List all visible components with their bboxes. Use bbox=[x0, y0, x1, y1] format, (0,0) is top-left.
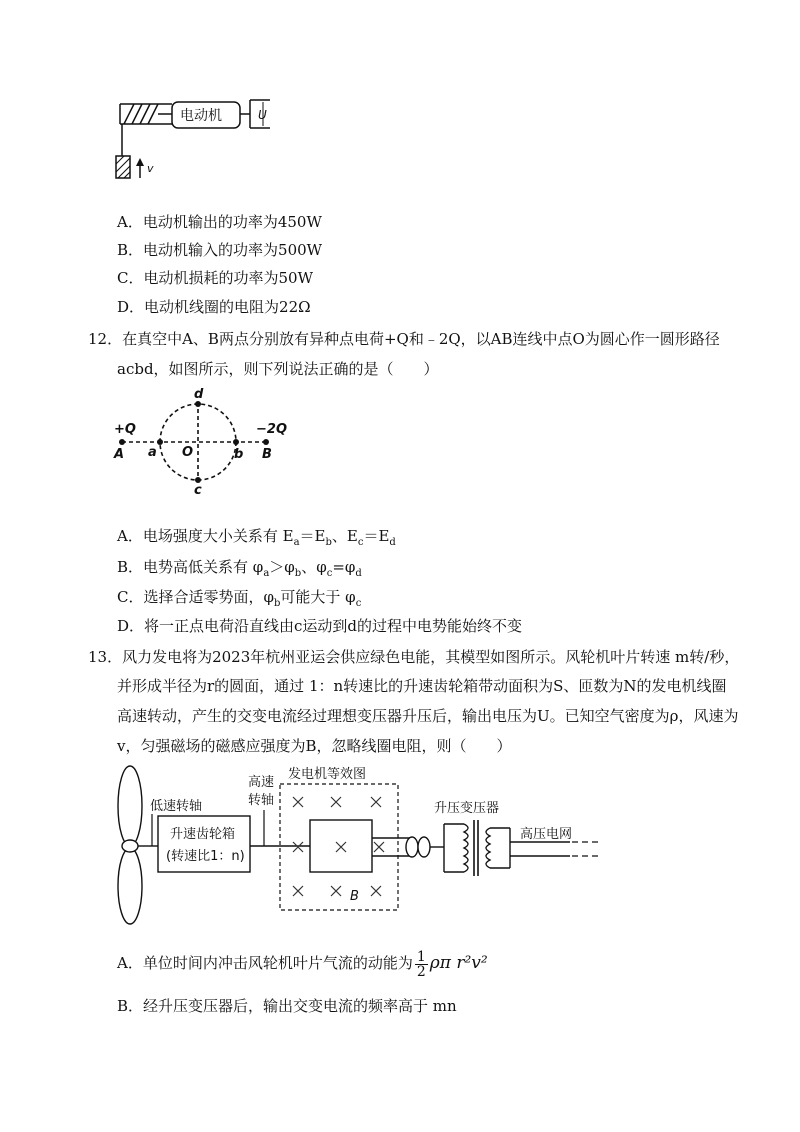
q12-stem-line2: acbd，如图所示，则下列说法正确的是（ ） bbox=[117, 360, 439, 378]
label-small-b: b bbox=[234, 447, 244, 462]
gearbox-label-2: (转速比1：n) bbox=[166, 849, 245, 864]
low-speed-shaft-label: 低速转轴 bbox=[150, 799, 203, 814]
q13-option-b: B．经升压变压器后，输出交变电流的频率高于 mn bbox=[117, 997, 457, 1015]
q12-stem-line1: 12．在真空中A、B两点分别放有异种点电荷+Q和﹣2Q，以AB连线中点O为圆心作一圆形路径 bbox=[88, 330, 720, 348]
q12-option-b: B．电势高低关系有 $\varphi_a>\varphi_b$、$\varphi_c=\varphi_d$ bbox=[117, 558, 362, 579]
generator-title: 发电机等效图 bbox=[288, 767, 367, 782]
magnetic-field-label: B bbox=[350, 889, 359, 904]
label-a-point: A bbox=[114, 447, 125, 462]
fraction-half: $\frac{1}{2}$ bbox=[416, 948, 426, 980]
label-b-point: B bbox=[262, 447, 272, 462]
q12-option-a: A．电场强度大小关系有 $E_a=E_b$、$E_c=E_d$ bbox=[117, 527, 396, 548]
wind-generator-figure bbox=[100, 764, 610, 926]
transformer-label: 升压变压器 bbox=[434, 801, 500, 816]
q13-option-a: A．单位时间内冲击风轮机叶片气流的动能为 $\frac{1}{2}$ ρπ r²v² bbox=[117, 948, 488, 980]
label-small-a: a bbox=[148, 445, 157, 460]
q11-option-b: B．电动机输入的功率为500W bbox=[117, 241, 323, 259]
label-plus-q: +Q bbox=[114, 422, 136, 437]
label-small-d: d bbox=[194, 387, 204, 402]
q11-option-c: C．电动机损耗的功率为50W bbox=[117, 269, 313, 287]
label-o: O bbox=[182, 445, 194, 460]
label-minus-2q: −2Q bbox=[256, 422, 287, 437]
q12-option-d: D．将一正点电荷沿直线由c运动到d的过程中电势能始终不变 bbox=[117, 617, 523, 635]
gearbox-label-1: 升速齿轮箱 bbox=[170, 827, 236, 842]
voltage-label: U bbox=[258, 108, 267, 122]
q13-stem-line3: 高速转动，产生的交变电流经过理想变压器升压后，输出电压为U。已知空气密度为ρ，风速为 bbox=[117, 707, 739, 725]
q13-stem-line2: 并形成半径为r的圆面，通过 1：n转速比的升速齿轮箱带动面积为S、匝数为N的发电机线圈 bbox=[117, 677, 727, 695]
label-small-c: c bbox=[194, 483, 202, 498]
charges-circle-figure bbox=[108, 386, 298, 498]
q11-option-d: D．电动机线圈的电阻为22Ω bbox=[117, 298, 311, 316]
kinetic-energy-expression: ρπ r²v² bbox=[429, 953, 488, 973]
q12-option-c: C．选择合适零势面，$\varphi_b$可能大于 $\varphi_c$ bbox=[117, 588, 362, 609]
high-speed-shaft-label-1: 高速 bbox=[248, 775, 275, 790]
q11-option-a: A．电动机输出的功率为450W bbox=[117, 213, 322, 231]
grid-label: 高压电网 bbox=[520, 827, 573, 842]
high-speed-shaft-label-2: 转轴 bbox=[248, 793, 275, 808]
q13-stem-line4: v，匀强磁场的磁感应强度为B，忽略线圈电阻，则（ ） bbox=[117, 737, 512, 755]
motor-figure bbox=[110, 92, 280, 187]
motor-label: 电动机 bbox=[180, 108, 222, 124]
velocity-label: v bbox=[147, 162, 154, 175]
q13-stem-line1: 13．风力发电将为2023年杭州亚运会供应绿色电能，其模型如图所示。风轮机叶片转速 m转/秒， bbox=[88, 648, 740, 666]
